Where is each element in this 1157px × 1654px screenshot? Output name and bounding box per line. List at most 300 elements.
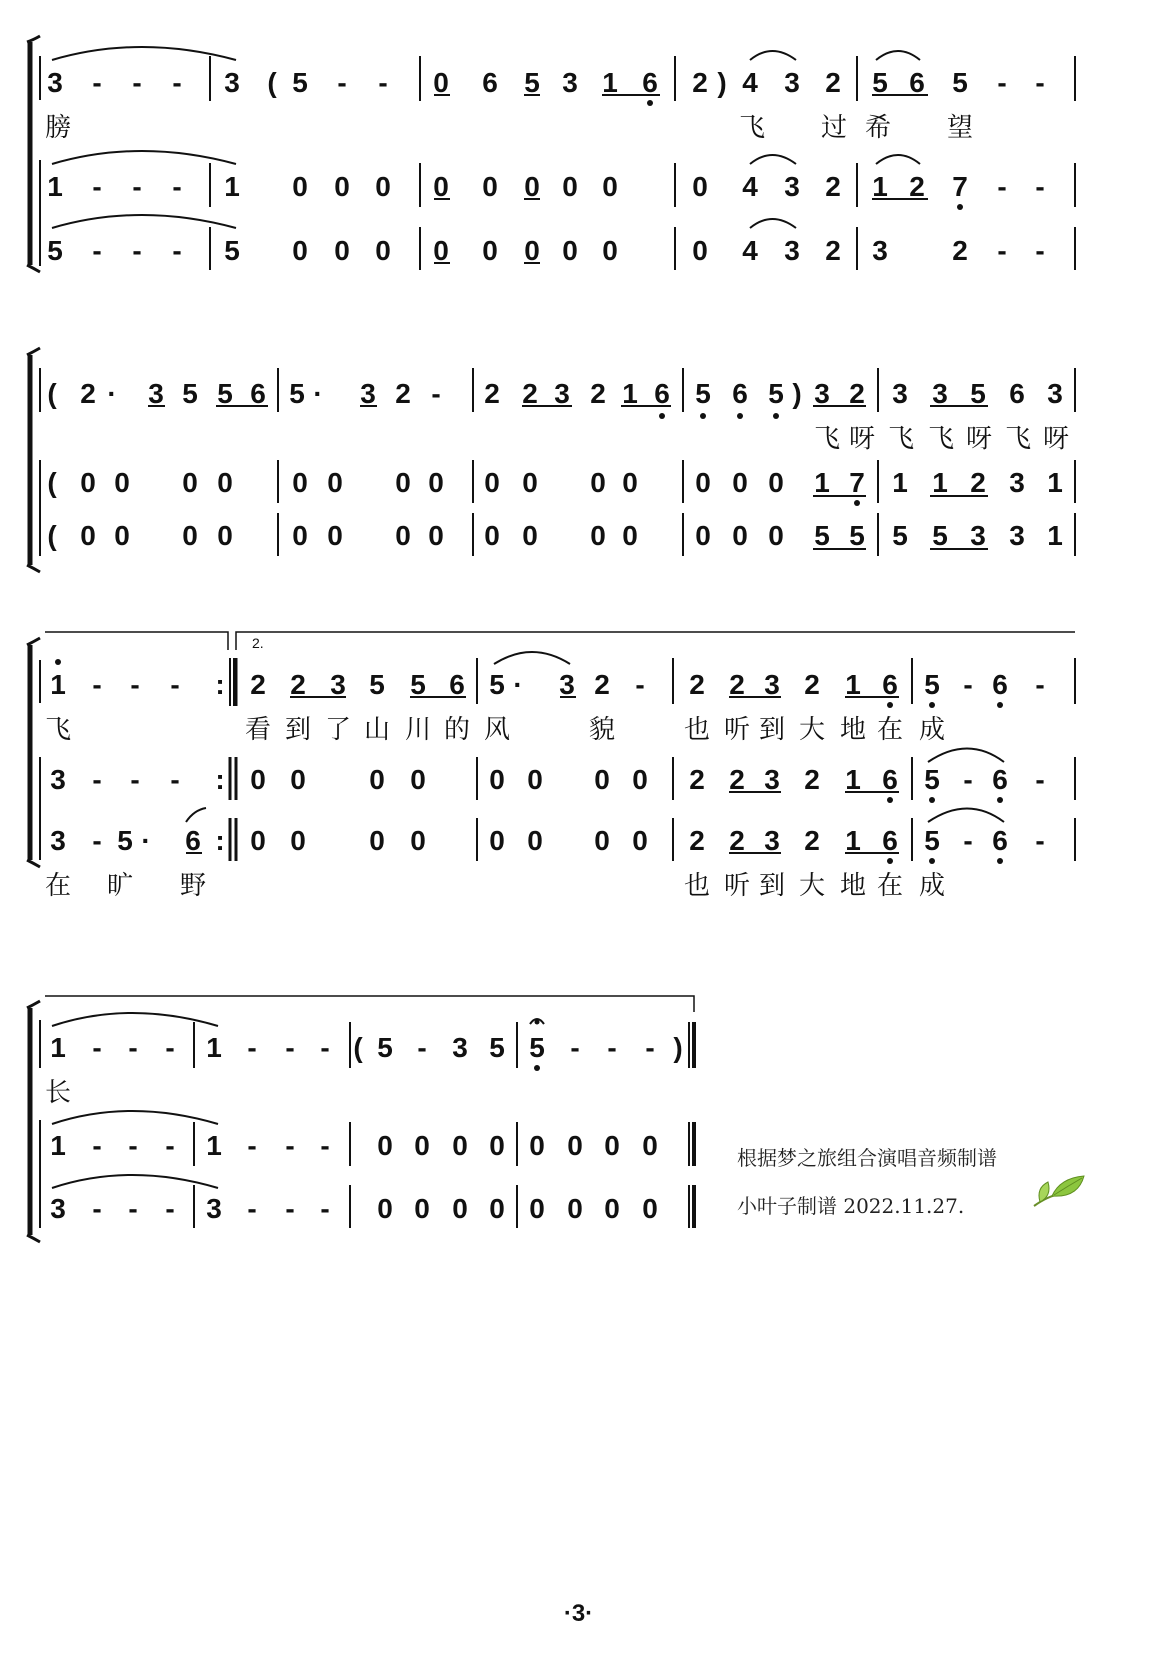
note: 2 (952, 235, 968, 266)
notes-layer (45, 67, 1069, 1224)
note: 1 (814, 467, 830, 498)
note: 6 (482, 67, 498, 98)
dash-mark: - (132, 235, 142, 266)
lyric-char: 到 (284, 715, 312, 745)
note: 1 (845, 825, 861, 856)
note: 3 (562, 67, 578, 98)
note: 0 (250, 825, 266, 856)
note: 0 (377, 1130, 393, 1161)
note: 1 (845, 669, 861, 700)
dash-mark: - (1035, 235, 1045, 266)
dash-mark: - (92, 1130, 102, 1161)
note: 6 (882, 669, 898, 700)
dash-mark: - (320, 1032, 330, 1063)
dash-mark: - (285, 1032, 295, 1063)
dash-mark: - (92, 669, 102, 700)
dash-mark: - (431, 378, 441, 409)
note: 0 (428, 520, 444, 551)
lyric-char: 川 (404, 715, 432, 745)
dash-mark: - (337, 67, 347, 98)
dash-mark: - (172, 171, 182, 202)
dash-mark: - (170, 764, 180, 795)
note: 5 (117, 825, 133, 856)
note: 0 (695, 467, 711, 498)
symbol: ( (353, 1032, 363, 1063)
note: 1 (932, 467, 948, 498)
lyric-char: 的 (443, 715, 471, 745)
dash-mark: - (92, 67, 102, 98)
note: 5 (489, 1032, 505, 1063)
lyric-char: 在 (876, 715, 904, 745)
dash-mark: - (132, 171, 142, 202)
note: 0 (395, 520, 411, 551)
note: 0 (489, 1130, 505, 1161)
lyric-char: 呀 (848, 424, 876, 454)
note: 6 (992, 669, 1008, 700)
note: 4 (742, 67, 758, 98)
symbol: : (215, 669, 225, 700)
note: 6 (882, 764, 898, 795)
note: 3 (872, 235, 888, 266)
note: 5 (932, 520, 948, 551)
note: 2 (729, 669, 745, 700)
note: 3 (50, 764, 66, 795)
symbol: : (215, 825, 225, 856)
note: 2 (825, 235, 841, 266)
dash-mark: - (170, 669, 180, 700)
dash-mark: - (997, 67, 1007, 98)
note: 2 (970, 467, 986, 498)
lyric-char: 听 (723, 871, 751, 901)
note: 3 (932, 378, 948, 409)
tie (52, 47, 236, 60)
dash-mark: - (285, 1130, 295, 1161)
note: 1 (50, 1032, 66, 1063)
lyric-char: 也 (683, 871, 711, 901)
note: 6 (992, 764, 1008, 795)
note: 3 (452, 1032, 468, 1063)
note: 0 (522, 520, 538, 551)
note: 3 (559, 669, 575, 700)
lyric-char: 望 (946, 113, 974, 143)
note: 1 (206, 1032, 222, 1063)
note: 0 (602, 171, 618, 202)
dash-mark: - (378, 67, 388, 98)
dash-mark: - (172, 67, 182, 98)
note: 1 (892, 467, 908, 498)
lyric-char: 飞 (927, 424, 955, 454)
note: 2 (594, 669, 610, 700)
lyric-char: 飞 (738, 113, 766, 143)
note: 0 (642, 1130, 658, 1161)
note: 3 (764, 825, 780, 856)
lyric-char: 呀 (1042, 424, 1070, 454)
note: 0 (594, 825, 610, 856)
lyric-char: 飞 (813, 424, 841, 454)
note: 0 (414, 1193, 430, 1224)
dash-mark: - (172, 235, 182, 266)
note: 2 (689, 825, 705, 856)
dash-mark: - (128, 1130, 138, 1161)
dash-mark: - (92, 235, 102, 266)
slur (750, 51, 796, 60)
note: 2 (692, 67, 708, 98)
note: 0 (375, 235, 391, 266)
note: 3 (892, 378, 908, 409)
note: 5 (292, 67, 308, 98)
lyric-char: 地 (839, 715, 867, 745)
note: 2 (689, 669, 705, 700)
lyric-char: 呀 (965, 424, 993, 454)
note: 0 (489, 825, 505, 856)
note: 0 (489, 764, 505, 795)
note: 3 (1009, 467, 1025, 498)
bracket-hook-top (27, 36, 40, 42)
lyric-char: 成 (918, 715, 946, 745)
note: 5 (924, 669, 940, 700)
note: 6 (449, 669, 465, 700)
page-number: ·3· (563, 1600, 594, 1627)
note: 0 (217, 520, 233, 551)
note: 0 (452, 1130, 468, 1161)
note: 7 (952, 171, 968, 202)
credit-author-date: 小叶子制谱 2022.11.27. (737, 1194, 965, 1218)
note: 0 (604, 1193, 620, 1224)
note: 3 (784, 171, 800, 202)
lyric-char: 地 (839, 871, 867, 901)
lyric-char: 到 (758, 871, 786, 901)
dash-mark: - (92, 1032, 102, 1063)
note: 5 (289, 378, 305, 409)
note: 0 (292, 171, 308, 202)
note: 1 (602, 67, 618, 98)
symbol: ( (267, 67, 277, 98)
note: 5 (924, 825, 940, 856)
note: 0 (433, 235, 449, 266)
note: 0 (489, 1193, 505, 1224)
dash-mark: - (417, 1032, 427, 1063)
note: 0 (482, 171, 498, 202)
dash-mark: - (997, 171, 1007, 202)
slur (876, 155, 920, 164)
dash-mark: - (165, 1193, 175, 1224)
note: 2 (849, 378, 865, 409)
dash-mark: - (247, 1130, 257, 1161)
note: 0 (334, 235, 350, 266)
note: 6 (882, 825, 898, 856)
note: 3 (554, 378, 570, 409)
note: 3 (330, 669, 346, 700)
note: 5 (524, 67, 540, 98)
lyric-char: 在 (44, 871, 72, 901)
dash-mark: - (1035, 825, 1045, 856)
note: 6 (185, 825, 201, 856)
dash-mark: - (1035, 764, 1045, 795)
note: 6 (1009, 378, 1025, 409)
note: 3 (970, 520, 986, 551)
note: 5 (217, 378, 233, 409)
note: 0 (395, 467, 411, 498)
dash-mark: - (247, 1193, 257, 1224)
dash-mark: - (607, 1032, 617, 1063)
volta-label: 2. (252, 635, 264, 651)
note: 1 (845, 764, 861, 795)
note: 5 (924, 764, 940, 795)
note: 3 (206, 1193, 222, 1224)
note: 5 (369, 669, 385, 700)
note: 0 (114, 520, 130, 551)
note: 0 (732, 520, 748, 551)
note: 5 (952, 67, 968, 98)
symbol: ) (673, 1032, 683, 1063)
dash-mark: - (92, 1193, 102, 1224)
note: 0 (732, 467, 748, 498)
symbol: · (513, 669, 523, 700)
note: 0 (292, 467, 308, 498)
note: 0 (562, 235, 578, 266)
note: 6 (909, 67, 925, 98)
note: 2 (80, 378, 96, 409)
symbol: · (313, 378, 323, 409)
dash-mark: - (570, 1032, 580, 1063)
lyric-char: 飞 (887, 424, 915, 454)
note: 0 (695, 520, 711, 551)
note: 0 (524, 235, 540, 266)
note: 2 (395, 378, 411, 409)
note: 0 (604, 1130, 620, 1161)
note: 0 (414, 1130, 430, 1161)
note: 0 (524, 171, 540, 202)
dash-mark: - (963, 825, 973, 856)
note: 0 (290, 764, 306, 795)
note: 0 (590, 467, 606, 498)
note: 0 (114, 467, 130, 498)
dash-mark: - (997, 235, 1007, 266)
note: 0 (529, 1193, 545, 1224)
lyric-char: 飞 (44, 715, 72, 745)
note: 2 (804, 764, 820, 795)
lyric-char: 看 (244, 715, 272, 745)
symbol: ( (47, 378, 57, 409)
note: 2 (689, 764, 705, 795)
slur (876, 51, 920, 60)
note: 3 (764, 669, 780, 700)
note: 0 (369, 764, 385, 795)
note: 0 (768, 467, 784, 498)
note: 0 (562, 171, 578, 202)
note: 2 (522, 378, 538, 409)
note: 0 (334, 171, 350, 202)
note: 5 (814, 520, 830, 551)
note: 0 (692, 171, 708, 202)
lyric-char: 风 (483, 715, 511, 745)
note: 1 (50, 669, 66, 700)
dash-mark: - (165, 1130, 175, 1161)
note: 0 (410, 764, 426, 795)
lyric-char: 飞 (1004, 424, 1032, 454)
note: 0 (529, 1130, 545, 1161)
note: 0 (622, 520, 638, 551)
dash-mark: - (128, 1032, 138, 1063)
note: 0 (768, 520, 784, 551)
lyric-char: 山 (363, 715, 391, 745)
note: 3 (47, 67, 63, 98)
note: 5 (892, 520, 908, 551)
note: 0 (217, 467, 233, 498)
note: 0 (292, 235, 308, 266)
symbol: : (215, 764, 225, 795)
note: 2 (290, 669, 306, 700)
dash-mark: - (320, 1130, 330, 1161)
note: 3 (224, 67, 240, 98)
tie (52, 215, 236, 228)
lyric-char: 到 (758, 715, 786, 745)
note: 5 (182, 378, 198, 409)
note: 0 (632, 764, 648, 795)
note: 0 (292, 520, 308, 551)
note: 0 (377, 1193, 393, 1224)
lyric-char: 希 (864, 113, 892, 143)
note: 6 (654, 378, 670, 409)
lyric-char: 大 (798, 715, 826, 745)
note: 2 (590, 378, 606, 409)
volta-bracket-1 (45, 632, 228, 650)
dash-mark: - (92, 171, 102, 202)
note: 5 (47, 235, 63, 266)
note: 0 (522, 467, 538, 498)
note: 3 (50, 825, 66, 856)
dash-mark: - (130, 764, 140, 795)
note: 2 (909, 171, 925, 202)
note: 3 (764, 764, 780, 795)
symbol: · (107, 378, 117, 409)
dash-mark: - (635, 669, 645, 700)
slur (750, 155, 796, 164)
symbol: ) (792, 378, 802, 409)
symbol: ( (47, 467, 57, 498)
dash-mark: - (247, 1032, 257, 1063)
bracket-line (45, 996, 694, 1012)
dash-mark: - (1035, 669, 1045, 700)
note: 0 (452, 1193, 468, 1224)
dash-mark: - (645, 1032, 655, 1063)
note: 0 (410, 825, 426, 856)
note: 0 (594, 764, 610, 795)
note: 3 (814, 378, 830, 409)
note: 2 (825, 171, 841, 202)
note: 6 (732, 378, 748, 409)
note: 3 (50, 1193, 66, 1224)
note: 2 (825, 67, 841, 98)
lyric-char: 听 (723, 715, 751, 745)
note: 0 (327, 520, 343, 551)
dash-mark: - (165, 1032, 175, 1063)
lyric-char: 过 (820, 113, 848, 143)
note: 3 (784, 235, 800, 266)
bracket-hook-bottom (27, 265, 40, 272)
note: 2 (484, 378, 500, 409)
dash-mark: - (128, 1193, 138, 1224)
note: 0 (642, 1193, 658, 1224)
note: 2 (729, 825, 745, 856)
note: 0 (369, 825, 385, 856)
note: 0 (527, 825, 543, 856)
note: 0 (182, 467, 198, 498)
lyric-char: 大 (798, 871, 826, 901)
note: 4 (742, 171, 758, 202)
note: 0 (484, 520, 500, 551)
volta-bracket-2 (236, 632, 1075, 650)
note: 0 (290, 825, 306, 856)
note: 0 (482, 235, 498, 266)
lyric-char: 在 (876, 871, 904, 901)
note: 5 (849, 520, 865, 551)
note: 0 (428, 467, 444, 498)
note: 2 (804, 825, 820, 856)
note: 0 (622, 467, 638, 498)
note: 4 (742, 235, 758, 266)
note: 0 (80, 467, 96, 498)
note: 3 (1047, 378, 1063, 409)
note: 6 (642, 67, 658, 98)
system-3 (27, 632, 1075, 867)
note: 0 (602, 235, 618, 266)
symbol: ( (47, 520, 57, 551)
note: 1 (206, 1130, 222, 1161)
leaf-icon (1030, 1174, 1088, 1210)
note: 5 (695, 378, 711, 409)
dash-mark: - (130, 669, 140, 700)
note: 0 (182, 520, 198, 551)
lyric-char: 了 (324, 715, 352, 745)
note: 3 (784, 67, 800, 98)
dash-mark: - (132, 67, 142, 98)
lyric-char: 成 (918, 871, 946, 901)
note: 6 (992, 825, 1008, 856)
note: 5 (768, 378, 784, 409)
note: 0 (567, 1130, 583, 1161)
note: 5 (489, 669, 505, 700)
dash-mark: - (285, 1193, 295, 1224)
dash-mark: - (92, 825, 102, 856)
note: 5 (224, 235, 240, 266)
note: 5 (872, 67, 888, 98)
lyric-char: 也 (683, 715, 711, 745)
credit-source: 根据梦之旅组合演唱音频制谱 (737, 1146, 997, 1170)
note: 5 (377, 1032, 393, 1063)
dash-mark: - (1035, 171, 1045, 202)
lyric-char: 貌 (588, 715, 616, 745)
note: 1 (224, 171, 240, 202)
note: 5 (529, 1032, 545, 1063)
note: 3 (1009, 520, 1025, 551)
symbol: ) (717, 67, 727, 98)
note: 7 (849, 467, 865, 498)
note: 3 (360, 378, 376, 409)
note: 0 (484, 467, 500, 498)
dash-mark: - (320, 1193, 330, 1224)
note: 0 (80, 520, 96, 551)
note: 6 (250, 378, 266, 409)
note: 0 (375, 171, 391, 202)
note: 2 (250, 669, 266, 700)
note: 1 (872, 171, 888, 202)
note: 0 (433, 171, 449, 202)
note: 1 (50, 1130, 66, 1161)
lyric-char: 旷 (106, 871, 134, 901)
note: 0 (567, 1193, 583, 1224)
note: 0 (433, 67, 449, 98)
